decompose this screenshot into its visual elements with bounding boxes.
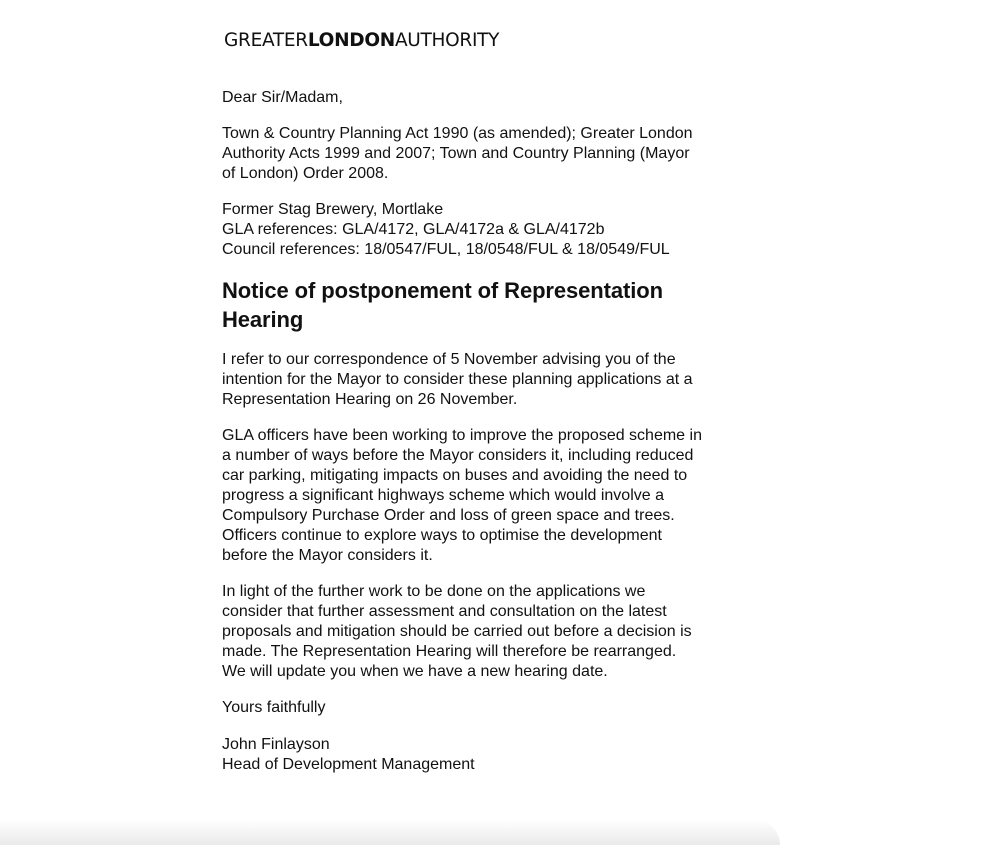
signatory-title: Head of Development Management xyxy=(222,756,475,773)
closing: Yours faithfully xyxy=(222,699,326,716)
signature-block xyxy=(222,735,702,775)
page-bottom-shadow xyxy=(0,819,780,845)
logo-text-london: LONDON xyxy=(307,30,395,51)
site-name: Former Stag Brewery, Mortlake xyxy=(222,201,444,218)
legislation-reference: Town & Country Planning Act 1990 (as amended); Greater London Authority Acts 1999 and 2007; Town and Country Planning (Mayor of London) Order 2008. xyxy=(222,125,693,182)
paragraph-officers-work: GLA officers have been working to improve the proposed scheme in a number of ways before the Mayor considers it, including reduced car parking, mitigating impacts on buses and avoiding the need to progress a significant highways scheme which would involve a Compulsory Purchase Order and loss of green space and trees. Officers continue to explore ways to optimise the development before the Mayor considers it. xyxy=(222,427,702,564)
gla-references: GLA references: GLA/4172, GLA/4172a & GLA/4172b xyxy=(222,221,605,238)
salutation: Dear Sir/Madam, xyxy=(222,89,343,106)
notice-heading: Notice of postponement of Representation Hearing xyxy=(222,278,663,332)
gla-logo xyxy=(224,30,499,51)
paragraph-correspondence: I refer to our correspondence of 5 November advising you of the intention for the Mayor to consider these planning applications at a Representation Hearing on 26 November. xyxy=(222,351,693,408)
signatory-name: John Finlayson xyxy=(222,736,330,753)
reference-block xyxy=(222,200,702,260)
logo-text-authority: AUTHORITY xyxy=(394,30,500,51)
paragraph-rearranged: In light of the further work to be done on the applications we consider that further assessment and consultation on the latest proposals and mitigation should be carried out before a decision is made. The Representation Hearing will therefore be rearranged. We will update you when we have a new hearing date. xyxy=(222,583,692,680)
council-references: Council references: 18/0547/FUL, 18/0548/FUL & 18/0549/FUL xyxy=(222,241,670,258)
letter-body xyxy=(222,88,702,791)
logo-text-greater: GREATER xyxy=(224,30,308,51)
